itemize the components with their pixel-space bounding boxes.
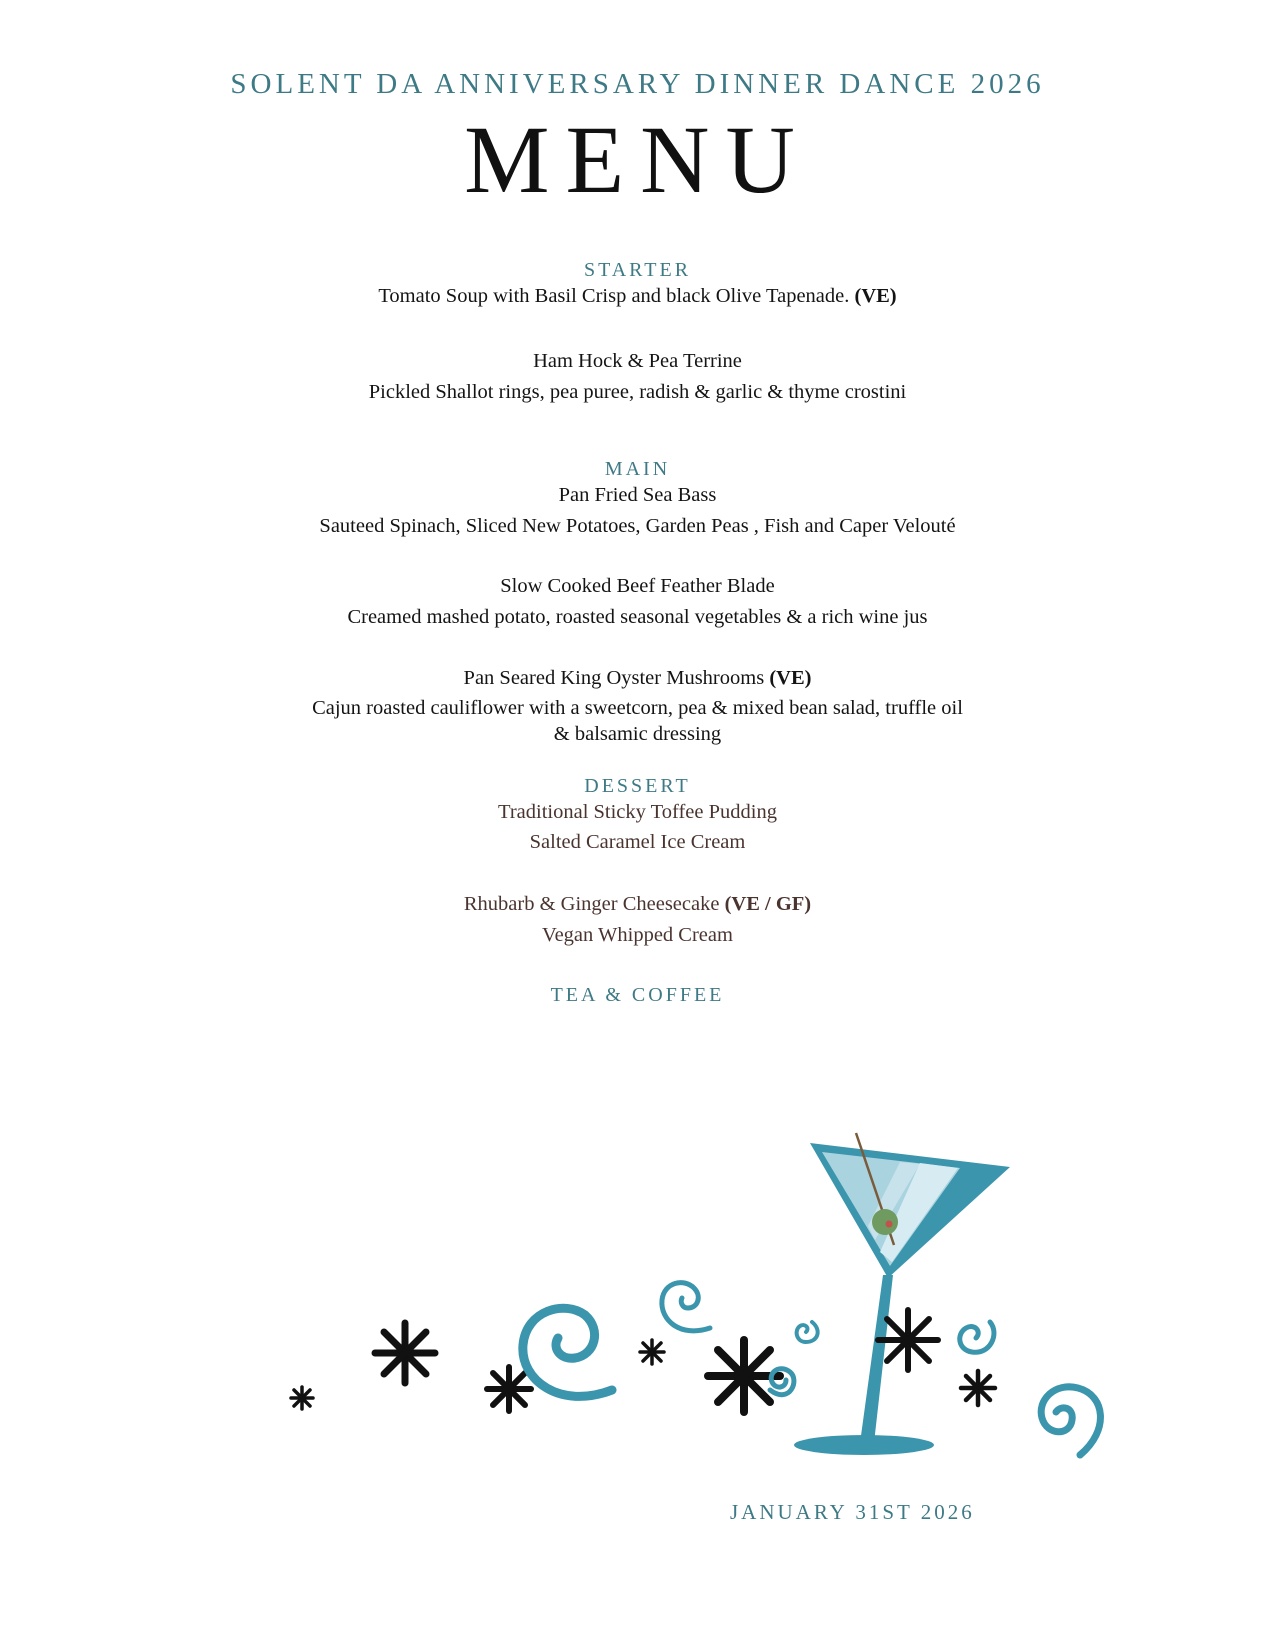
main-section <box>0 456 1275 539</box>
tea-coffee-heading: TEA & COFFEE <box>550 984 725 1006</box>
star-icon <box>878 1310 938 1370</box>
swirl-icon <box>1041 1387 1100 1455</box>
dish-name: Slow Cooked Beef Feather Blade <box>500 575 775 597</box>
dish-description: Salted Caramel Ice Cream <box>529 831 746 853</box>
dietary-tag: (VE / GF) <box>724 893 812 915</box>
dish-description-cont: & balsamic dressing <box>553 723 722 745</box>
main-dish-2 <box>0 573 1275 630</box>
dish-description: Vegan Whipped Cream <box>542 924 733 946</box>
main-dish-3 <box>0 665 1275 747</box>
starter-dish-2 <box>0 348 1275 405</box>
swirl-icon <box>662 1283 710 1331</box>
dish-name: Ham Hock & Pea Terrine <box>533 350 742 372</box>
starter-section <box>0 257 1275 309</box>
dish-name-text: Pan Seared King Oyster Mushrooms <box>463 667 770 689</box>
starter-dish-1-text: Tomato Soup with Basil Crisp and black Olive Tapenade. <box>378 285 855 307</box>
dessert-section <box>0 773 1275 855</box>
swirl-icon <box>960 1322 994 1352</box>
starter-heading: STARTER <box>583 259 692 281</box>
star-icon <box>640 1340 664 1364</box>
cocktail-illustration <box>0 1100 1275 1500</box>
tea-coffee-section <box>0 982 1275 1008</box>
dish-description: Sauteed Spinach, Sliced New Potatoes, Garden Peas , Fish and Caper Velouté <box>319 515 956 537</box>
dietary-tag: (VE) <box>854 285 897 307</box>
star-icon <box>487 1367 531 1411</box>
swirl-icon <box>523 1308 612 1396</box>
dish-description: Creamed mashed potato, roasted seasonal vegetables & a rich wine jus <box>347 606 928 628</box>
dietary-tag: (VE) <box>769 667 812 689</box>
dish-name <box>0 665 1275 691</box>
starter-dish-1 <box>0 283 1275 309</box>
star-icon <box>375 1323 435 1383</box>
swirl-icon <box>797 1322 818 1342</box>
star-icon <box>961 1371 995 1405</box>
dish-name <box>0 891 1275 917</box>
dessert-heading: DESSERT <box>584 775 691 797</box>
dish-description: Pickled Shallot rings, pea puree, radish & garlic & thyme crostini <box>368 381 907 403</box>
dish-description: Cajun roasted cauliflower with a sweetcorn, pea & mixed bean salad, truffle oil <box>312 697 963 719</box>
dish-name: Pan Fried Sea Bass <box>558 484 717 506</box>
event-title: SOLENT DA ANNIVERSARY DINNER DANCE 2026 <box>230 68 1045 100</box>
dessert-dish-2 <box>0 891 1275 948</box>
main-heading: MAIN <box>604 458 671 480</box>
menu-title: MENU <box>464 106 811 213</box>
dish-name: Traditional Sticky Toffee Pudding <box>498 801 777 823</box>
dish-name-text: Rhubarb & Ginger Cheesecake <box>463 893 725 915</box>
star-icon <box>291 1387 313 1409</box>
event-date: JANUARY 31ST 2026 <box>730 1500 975 1524</box>
